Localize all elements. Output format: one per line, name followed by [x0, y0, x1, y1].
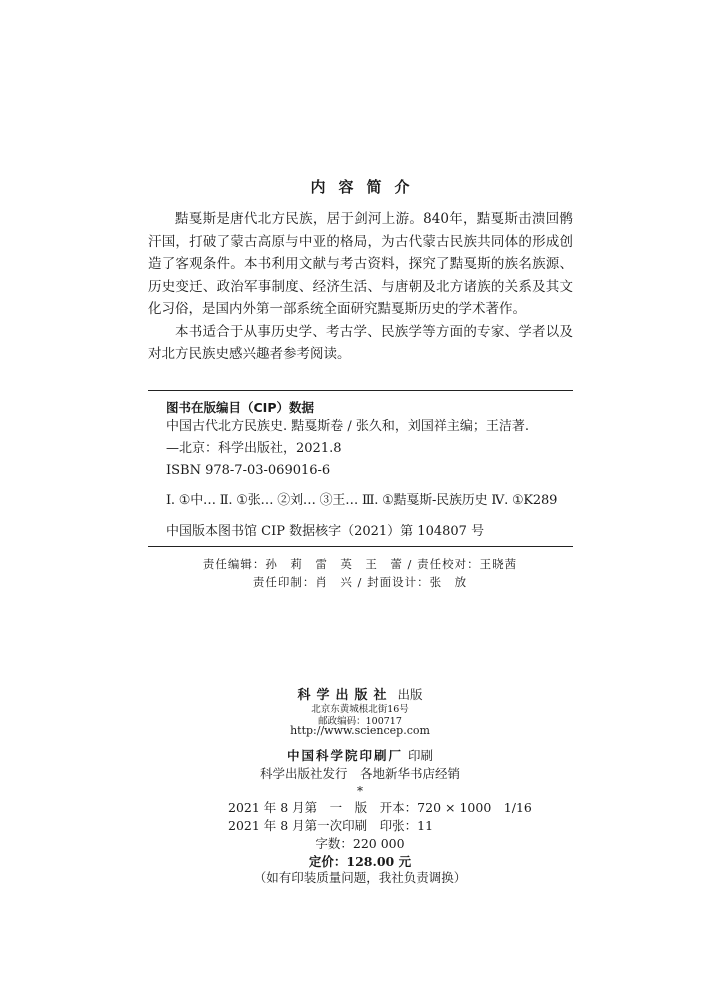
staff-line-1: 责任编辑：孙 莉 雷 英 王 蕾 / 责任校对：王晓茜 [202, 557, 518, 571]
edition-line: 2021 年 8 月第 一 版 开本：720 × 1000 1/16 [228, 800, 532, 815]
publisher-postcode: 邮政编码：100717 [318, 716, 402, 727]
staff-line-2: 责任印制：肖 兴 / 封面设计：张 放 [252, 575, 468, 589]
intro-paragraph-1: 黠戛斯是唐代北方民族，居于剑河上游。840年，黠戛斯击溃回鹘汗国，打破了蒙古高原与中亚的格局，为古代蒙古民族共同体的形成创造了客观条件。本书利用文献与考古资料，探究了黠戛斯的族名族源、历史变迁、政治军事制度、经济生活、与唐朝及北方诸族的关系及其文化习俗，是国内外第一部系统全面研究黠戛斯历史的学术著作。 [148, 211, 573, 317]
section-title: 内容简介 [310, 178, 423, 196]
cip-bottom-rule [148, 546, 573, 547]
price: 定价：128.00 元 [308, 854, 412, 869]
cip-heading: 图书在版编目（CIP）数据 [166, 400, 314, 415]
cip-catalog-number: 中国版本图书馆 CIP 数据核字（2021）第 104807 号 [166, 524, 485, 539]
word-count: 字数：220 000 [315, 836, 405, 851]
printer-name: 中国科学院印刷厂 [286, 748, 403, 763]
cip-line-1: 中国古代北方民族史. 黠戛斯卷 / 张久和，刘国祥主编；王洁著. [166, 419, 530, 434]
replacement-note: （如有印装质量问题，我社负责调换） [253, 870, 467, 885]
intro-paragraph-2: 本书适合于从事历史学、考古学、民族学等方面的专家、学者以及对北方民族史感兴趣者参考阅读。 [148, 323, 573, 362]
printer-line [0, 745, 720, 764]
separator-star: * [357, 784, 363, 798]
intro-text [148, 208, 573, 366]
printer-suffix: 印刷 [408, 748, 434, 763]
printing-line: 2021 年 8 月第一次印刷 印张：11 [228, 818, 434, 833]
distribution-line: 科学出版社发行 各地新华书店经销 [259, 766, 460, 781]
publisher-url: http://www.sciencep.com [290, 724, 430, 737]
cip-isbn: ISBN 978-7-03-069016-6 [166, 463, 331, 478]
publisher-address: 北京东黄城根北街16号 [311, 704, 409, 715]
cip-classification: Ⅰ. ①中… Ⅱ. ①张… ②刘… ③王… Ⅲ. ①黠戛斯-民族历史 Ⅳ. ①K289 [166, 493, 558, 508]
publisher-suffix: 出版 [397, 687, 423, 702]
cip-top-rule [148, 390, 573, 391]
publisher-name: 科学出版社 [297, 688, 393, 703]
cip-line-2: —北京：科学出版社，2021.8 [166, 441, 342, 456]
